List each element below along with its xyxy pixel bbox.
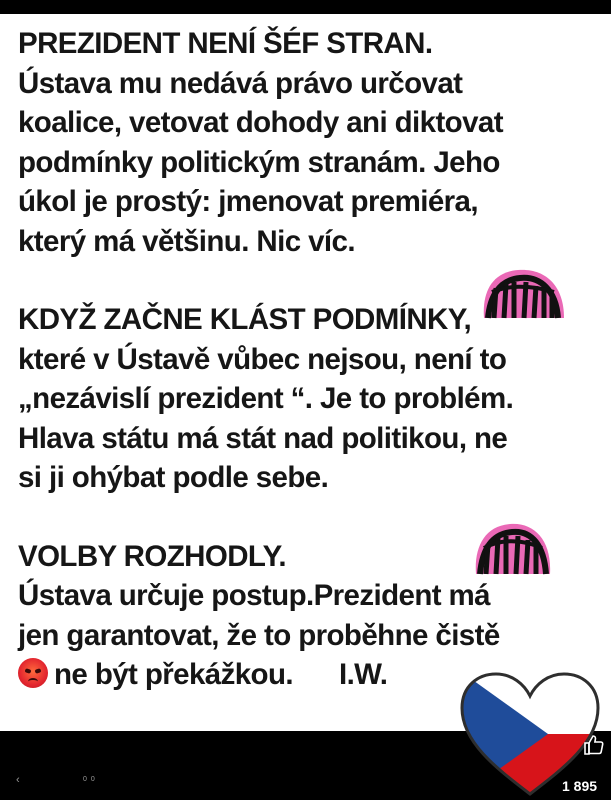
last-line-text: ne být překážkou. bbox=[54, 658, 293, 691]
scribble-doodle-2 bbox=[472, 518, 554, 576]
text-line: který má většinu. Nic víc. bbox=[18, 224, 355, 258]
text-line: úkol je prostý: jmenovat premiéra, bbox=[18, 185, 478, 218]
signature: I.W. bbox=[338, 658, 388, 691]
thumbs-up-icon[interactable] bbox=[582, 733, 606, 757]
paragraph-2 bbox=[18, 300, 608, 498]
paragraph-1 bbox=[18, 24, 608, 261]
text-line: podmínky politickým stranám. Jeho bbox=[18, 145, 500, 179]
text-line: si ji ohýbat podle sebe. bbox=[18, 461, 329, 494]
text-line: KDYŽ ZAČNE KLÁST PODMÍNKY, bbox=[18, 303, 472, 336]
post-text bbox=[18, 24, 608, 695]
text-line: koalice, vetovat dohody ani diktovat bbox=[18, 106, 503, 139]
text-line: Hlava státu má stát nad politikou, ne bbox=[18, 421, 508, 455]
angry-face-icon bbox=[18, 658, 48, 688]
text-line: Ústava mu nedává právo určovat bbox=[18, 66, 463, 100]
text-line: „nezávislí prezident “. Je to problém. bbox=[18, 382, 514, 415]
text-line: jen garantovat, že to proběhne čistě bbox=[18, 618, 500, 652]
status-mark: 0 0 bbox=[83, 776, 96, 783]
text-line: VOLBY ROZHODLY. bbox=[18, 539, 287, 573]
text-line: Ústava určuje postup.Prezident má bbox=[18, 579, 490, 612]
top-status-bar bbox=[0, 0, 611, 14]
back-chevron-icon[interactable]: ‹ bbox=[16, 774, 20, 786]
text-line: PREZIDENT NENÍ ŠÉF STRAN. bbox=[18, 27, 433, 60]
text-line: které v Ústavě vůbec nejsou, není to bbox=[18, 342, 507, 376]
like-count: 1 895 bbox=[562, 778, 598, 794]
scribble-doodle-1 bbox=[478, 262, 570, 320]
